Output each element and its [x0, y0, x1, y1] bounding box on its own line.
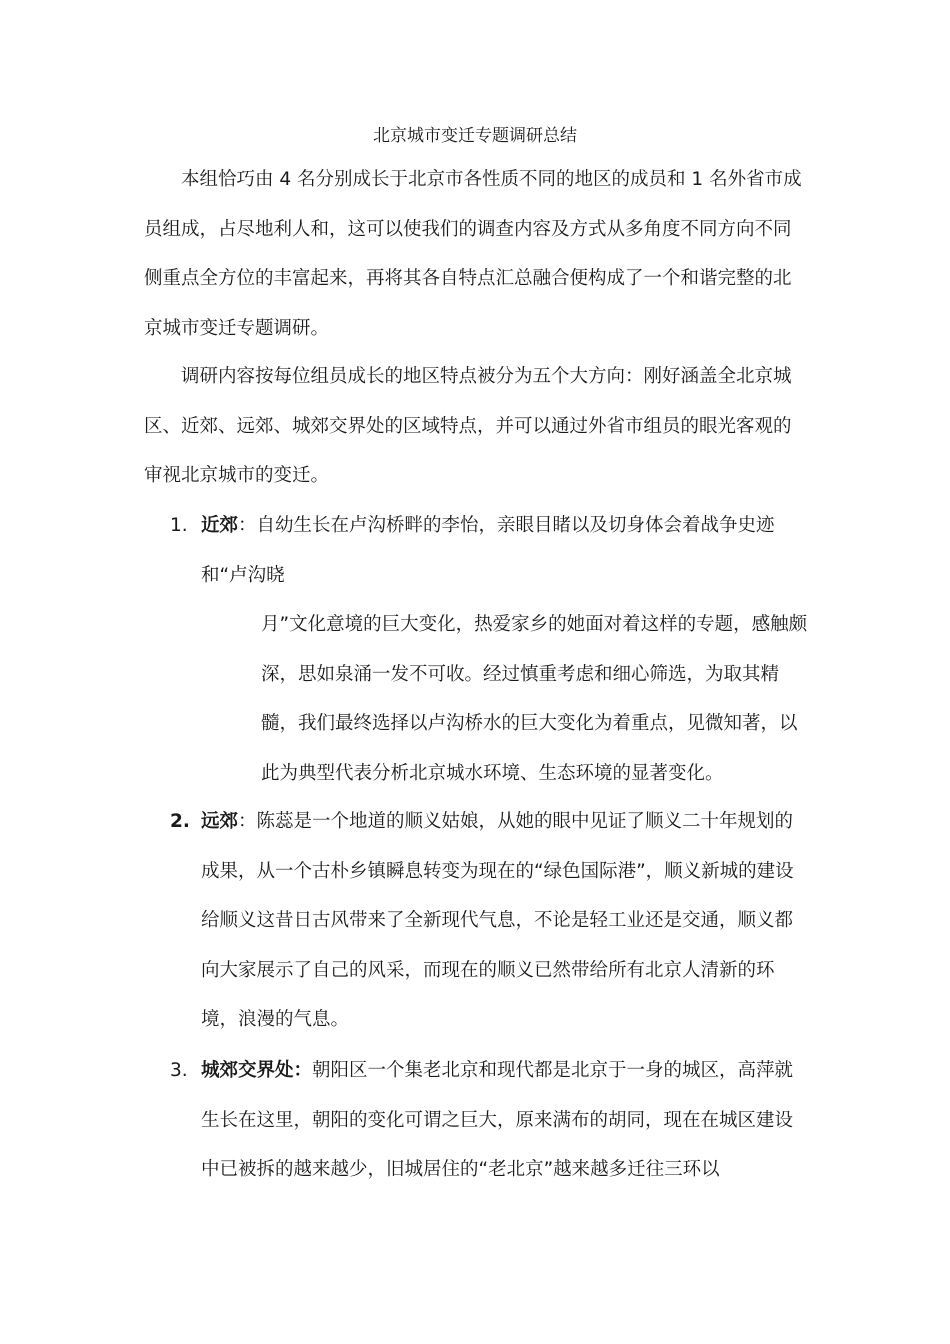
item-term: 城郊交界处 — [201, 1060, 294, 1081]
item-separator: ： — [238, 811, 257, 832]
item-continuation: 月”文化意境的巨大变化，热爱家乡的她面对着这样的专题，感触颇深，思如泉涌一发不可收。经过慎重考虑和细心筛选，为取其精髓，我们最终选择以卢沟桥水的巨大变化为着重点，见微知著，以此为典型代表分析北京城水环境、生态环境的显著变化。 — [261, 614, 808, 784]
list-number: 2. — [170, 811, 190, 832]
item-separator: ： — [238, 515, 257, 536]
document-title: 北京城市变迁专题调研总结 — [373, 126, 577, 146]
item-text: 陈蕊是一个地道的顺义姑娘，从她的眼中见证了顺义二十年规划的成果，从一个古朴乡镇瞬息转变为现在的“绿色国际港”，顺义新城的建设给顺义这昔日古风带来了全新现代气息，不论是轻工业还是交通，顺义都向大家展示了自己的风采，而现在的顺义已然带给所有北京人清新的环境，浪漫的气息。 — [201, 811, 794, 1030]
item-separator: ： — [293, 1060, 313, 1081]
item-term: 远郊 — [201, 811, 239, 832]
intro-paragraph: 本组恰巧由 4 名分别成长于北京市各性质不同的地区的成员和 1 名外省市成员组成，占尽地利人和，这可以使我们的调查内容及方式从多角度不同方向不同侧重点全方位的丰富起来，再将其各自特点汇总融合便构成了一个和谐完整的北京城市变迁专题调研。 — [144, 169, 802, 339]
item-text: 朝阳区一个集老北京和现代都是北京于一身的城区，高萍就生长在这里，朝阳的变化可谓之巨大，原来满布的胡同，现在在城区建设中已被拆的越来越少，旧城居住的“老北京”越来越多迁往三环以 — [201, 1060, 794, 1180]
list-number: 1. — [170, 515, 188, 536]
item-term: 近郊 — [201, 515, 239, 536]
list-item-near-suburb — [170, 501, 810, 798]
scope-paragraph: 调研内容按每位组员成长的地区特点被分为五个大方向：刚好涵盖全北京城区、近郊、远郊、城郊交界处的区域特点，并可以通过外省市组员的眼光客观的审视北京城市的变迁。 — [144, 366, 792, 486]
item-text: 自幼生长在卢沟桥畔的李怡，亲眼目睹以及切身体会着战争史迹和“卢沟晓 — [201, 515, 775, 586]
list-item-urban-rural-border — [170, 1046, 810, 1195]
list-number: 3. — [170, 1060, 188, 1081]
list-item-far-suburb — [170, 797, 810, 1045]
